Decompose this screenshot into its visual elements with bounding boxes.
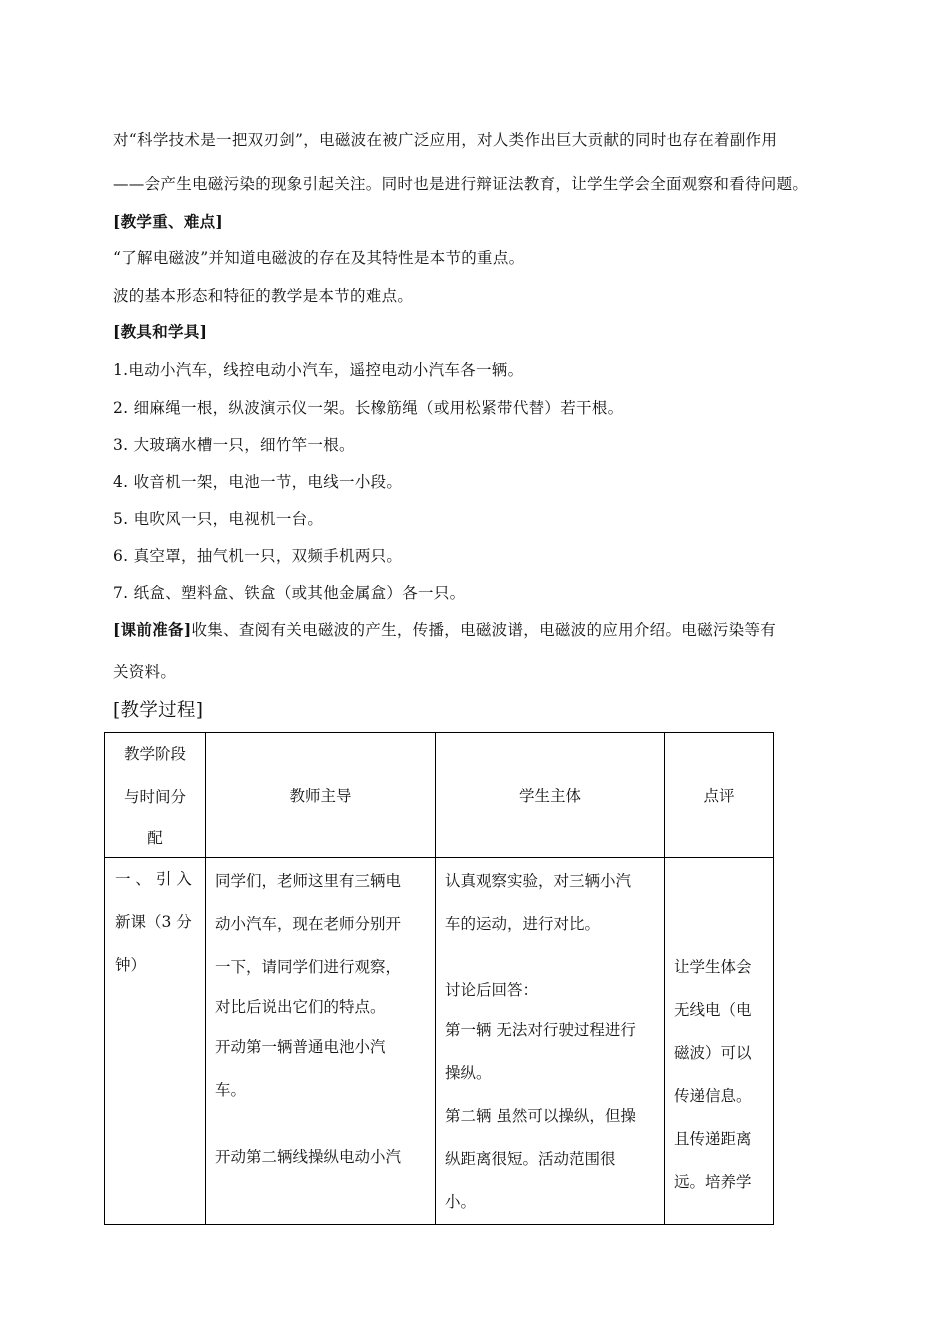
header-stage-line: 与时间分 xyxy=(123,788,186,806)
preparation-heading: [课前准备] xyxy=(113,620,192,639)
student-line: 认真观察实验，对三辆小汽 xyxy=(445,872,632,890)
student-line: 车的运动，进行对比。 xyxy=(445,915,601,933)
comment-line: 磁波）可以 xyxy=(674,1044,752,1062)
equipment-item: 2. 细麻绳一根，纵波演示仪一架。长橡筋绳（或用松紧带代替）若干根。 xyxy=(113,399,624,417)
teacher-line: 开动第一辆普通电池小汽 xyxy=(215,1038,386,1056)
intro-line-2: ——会产生电磁污染的现象引起关注。同时也是进行辩证法教育，让学生学会全面观察和看待问题。 xyxy=(113,175,809,193)
header-stage-line: 配 xyxy=(147,829,163,847)
comment-line: 让学生体会 xyxy=(674,958,752,976)
student-line: 纵距离很短。活动范围很 xyxy=(445,1150,616,1168)
row1-teacher xyxy=(206,858,436,1225)
teacher-line: 对比后说出它们的特点。 xyxy=(215,998,386,1016)
row1-student xyxy=(436,858,665,1225)
comment-line: 传递信息。 xyxy=(674,1087,752,1105)
equipment-item: 3. 大玻璃水槽一只，细竹竿一根。 xyxy=(113,436,355,454)
teacher-line: 一下，请同学们进行观察， xyxy=(215,958,402,976)
student-line: 讨论后回答： xyxy=(445,981,539,999)
process-heading: [教学过程] xyxy=(113,700,204,721)
student-line: 操纵。 xyxy=(445,1064,492,1082)
equipment-item: 4. 收音机一架，电池一节，电线一小段。 xyxy=(113,473,403,491)
key-point-line-1: “了解电磁波”并知道电磁波的存在及其特性是本节的重点。 xyxy=(113,249,525,267)
teacher-line: 同学们，老师这里有三辆电 xyxy=(215,872,402,890)
header-stage-line: 教学阶段 xyxy=(123,745,186,763)
student-line: 小。 xyxy=(445,1193,477,1211)
comment-line: 且传递距离 xyxy=(674,1130,752,1148)
table-row xyxy=(105,858,774,1225)
equipment-item: 1.电动小汽车，线控电动小汽车，遥控电动小汽车各一辆。 xyxy=(113,361,524,379)
row1-comment xyxy=(665,858,774,1225)
teacher-line: 车。 xyxy=(215,1081,247,1099)
header-comment: 点评 xyxy=(665,733,774,858)
comment-line: 无线电（电 xyxy=(674,1001,752,1019)
key-points-heading: [教学重、难点] xyxy=(113,212,224,231)
preparation-text: 收集、查阅有关电磁波的产生，传播，电磁波谱，电磁波的应用介绍。电磁污染等有 xyxy=(191,621,777,639)
header-teacher: 教师主导 xyxy=(206,733,436,858)
student-line: 第二辆 虽然可以操纵，但操 xyxy=(445,1107,636,1125)
stage-line: 新课（3 分 xyxy=(115,913,192,931)
header-student: 学生主体 xyxy=(436,733,665,858)
intro-line-1: 对“科学技术是一把双刃剑”，电磁波在被广泛应用，对人类作出巨大贡献的同时也存在着副作用 xyxy=(113,131,778,149)
equipment-item: 6. 真空罩，抽气机一只，双频手机两只。 xyxy=(113,547,403,565)
key-point-line-2: 波的基本形态和特征的教学是本节的难点。 xyxy=(113,287,414,305)
preparation-line-1 xyxy=(113,618,776,640)
comment-line: 远。培养学 xyxy=(674,1173,752,1191)
teacher-line: 开动第二辆线操纵电动小汽 xyxy=(215,1148,402,1166)
table-header-row xyxy=(105,733,774,858)
equipment-item: 5. 电吹风一只，电视机一台。 xyxy=(113,510,324,528)
header-stage xyxy=(105,733,206,858)
teacher-line: 动小汽车，现在老师分别开 xyxy=(215,915,402,933)
preparation-line-2: 关资料。 xyxy=(113,663,177,681)
student-line: 第一辆 无法对行驶过程进行 xyxy=(445,1021,636,1039)
teaching-process-table xyxy=(104,732,774,1225)
equipment-item: 7. 纸盒、塑料盒、铁盒（或其他金属盒）各一只。 xyxy=(113,584,466,602)
equipment-heading: [教具和学具] xyxy=(113,322,208,341)
stage-line: 一 、 引 入 xyxy=(115,870,192,888)
row1-stage xyxy=(105,858,206,1225)
stage-line: 钟） xyxy=(115,956,147,974)
